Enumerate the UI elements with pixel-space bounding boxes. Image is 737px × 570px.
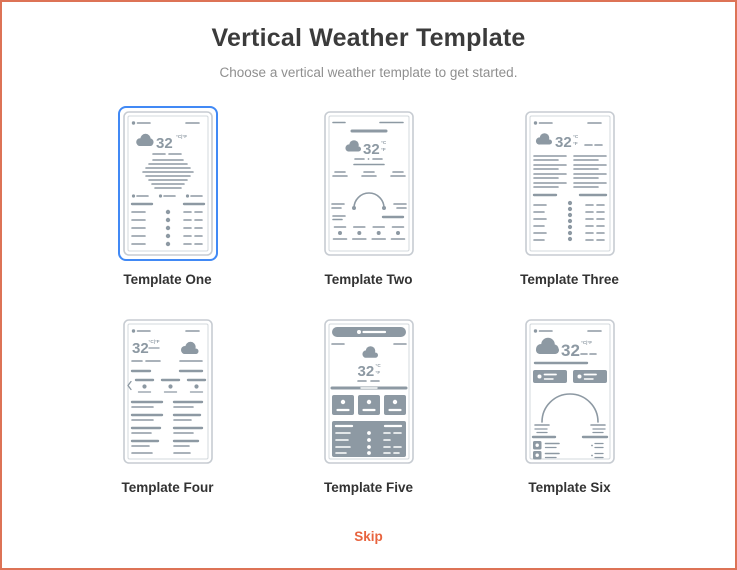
temperature-unit-f: °F [380,147,386,152]
template-two-selection-ring [319,106,419,261]
temperature-unit-c: °C [375,363,381,368]
temperature-unit: °C|°F [580,340,592,345]
temperature-unit: °C|°F [175,134,187,139]
template-grid [2,106,735,495]
wireframe-day-cards [332,395,406,415]
temperature-value: 32 [357,363,374,380]
template-three-selection-ring [520,106,620,261]
temperature-value: 32 [554,134,572,151]
template-one-preview [123,111,213,256]
template-one-selection-ring [118,106,218,261]
temperature-unit: °C|°F [148,339,160,344]
wireframe-forecast-panel [332,421,406,457]
temperature-unit-c: °C [572,134,578,139]
template-card-three[interactable] [520,106,620,287]
temperature-value: 32 [362,141,380,158]
temperature-unit-c: °C [380,140,386,145]
template-four-label: Template Four [121,480,214,495]
template-six-selection-ring [520,314,620,469]
template-grid-row-2 [2,314,735,495]
template-card-two[interactable] [319,106,419,287]
template-card-six[interactable] [520,314,620,495]
page-subtitle: Choose a vertical weather template to get started. [219,65,518,80]
template-grid-row-1 [2,106,735,287]
template-two-label: Template Two [324,272,413,287]
template-five-label: Template Five [323,480,414,495]
template-card-five[interactable] [319,314,419,495]
dialog-header [2,2,735,80]
skip-link[interactable]: Skip [354,529,383,544]
template-six-preview [525,319,615,464]
temperature-value: 32 [560,341,580,360]
page-title: Vertical Weather Template [211,24,526,52]
template-three-label: Template Three [520,272,619,287]
template-six-label: Template Six [528,480,611,495]
temperature-value: 32 [131,340,149,357]
template-card-one[interactable] [118,106,218,287]
template-four-preview [123,319,213,464]
template-five-selection-ring [319,314,419,469]
wireframe-top-bar [332,327,406,337]
skip-bar [2,528,735,546]
temperature-unit-f: °F [572,141,578,146]
template-card-four[interactable] [118,314,218,495]
template-four-selection-ring [118,314,218,469]
temperature-value: 32 [155,135,173,152]
template-two-preview [324,111,414,256]
template-one-label: Template One [123,272,212,287]
template-five-preview [324,319,414,464]
temperature-unit-f: °F [375,370,380,375]
template-three-preview [525,111,615,256]
